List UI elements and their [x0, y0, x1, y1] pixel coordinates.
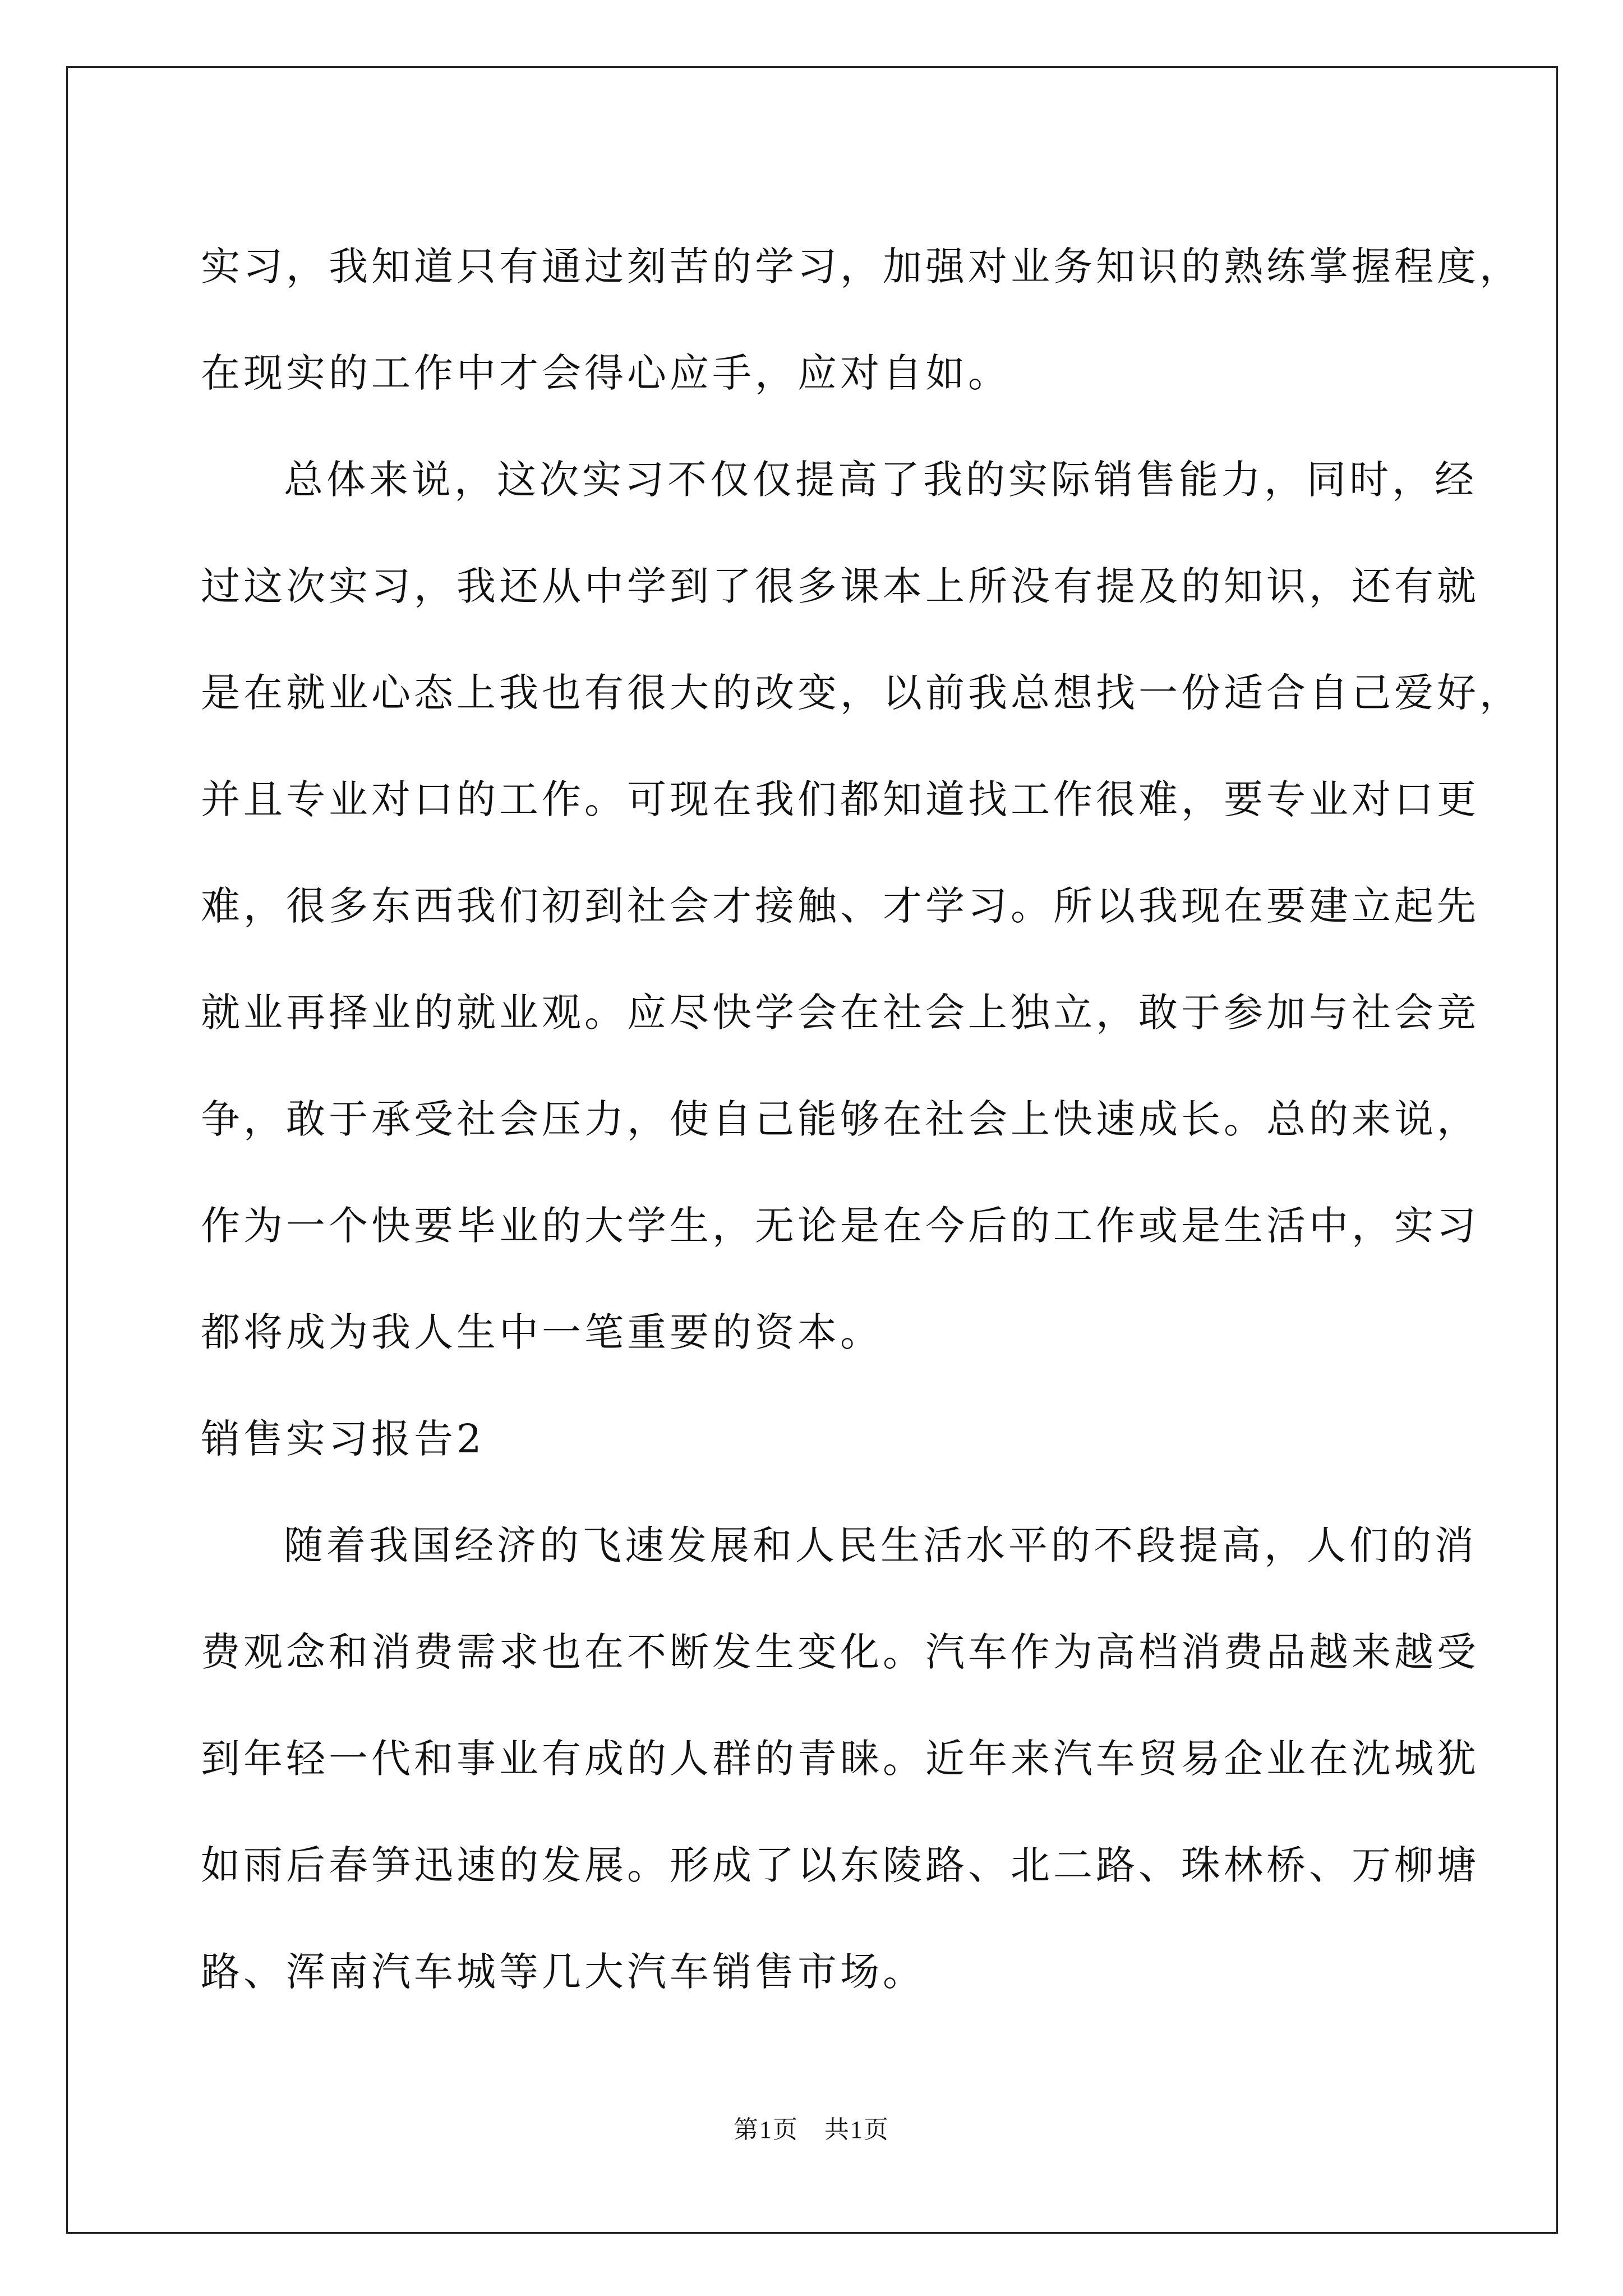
paragraph: [201, 1492, 1479, 2025]
text-line: 在现实的工作中才会得心应手，应对自如。: [201, 350, 1011, 396]
text-line: 实习，我知道只有通过刻苦的学习，加强对业务知识的熟练掌握程度，: [201, 243, 1522, 289]
paragraph: [201, 213, 1522, 426]
text-line: 争，敢于承受社会压力，使自己能够在社会上快速成长。总的来说，: [201, 1096, 1479, 1142]
text-line: 就业再择业的就业观。应尽快学会在社会上独立，敢于参加与社会竞: [201, 990, 1479, 1036]
text-line: 都将成为我人生中一笔重要的资本。: [201, 1309, 883, 1355]
text-line: 如雨后春笋迅速的发展。形成了以东陵路、北二路、珠林桥、万柳塘: [201, 1842, 1479, 1888]
text-line: 费观念和消费需求也在不断发生变化。汽车作为高档消费品越来越受: [201, 1629, 1479, 1675]
text-line: 作为一个快要毕业的大学生，无论是在今后的工作或是生活中，实习: [201, 1203, 1479, 1249]
section-heading: 销售实习报告2: [201, 1416, 485, 1462]
text-line: 路、浑南汽车城等几大汽车销售市场。: [201, 1949, 925, 1995]
text-line: 随着我国经济的飞速发展和人民生活水平的不段提高，人们的消: [284, 1522, 1477, 1568]
text-line: 难，很多东西我们初到社会才接触、才学习。所以我现在要建立起先: [201, 883, 1479, 929]
paragraph: [201, 426, 1522, 1386]
document-body: [201, 213, 1522, 2025]
text-line: 是在就业心态上我也有很大的改变，以前我总想找一份适合自己爱好，: [201, 670, 1522, 716]
page-number-footer: 第1页 共1页: [734, 2116, 889, 2143]
text-line: 总体来说，这次实习不仅仅提高了我的实际销售能力，同时，经: [284, 457, 1477, 503]
text-line: 并且专业对口的工作。可现在我们都知道找工作很难，要专业对口更: [201, 776, 1479, 822]
text-line: 过这次实习，我还从中学到了很多课本上所没有提及的知识，还有就: [201, 563, 1479, 609]
text-line: 到年轻一代和事业有成的人群的青睐。近年来汽车贸易企业在沈城犹: [201, 1736, 1479, 1782]
